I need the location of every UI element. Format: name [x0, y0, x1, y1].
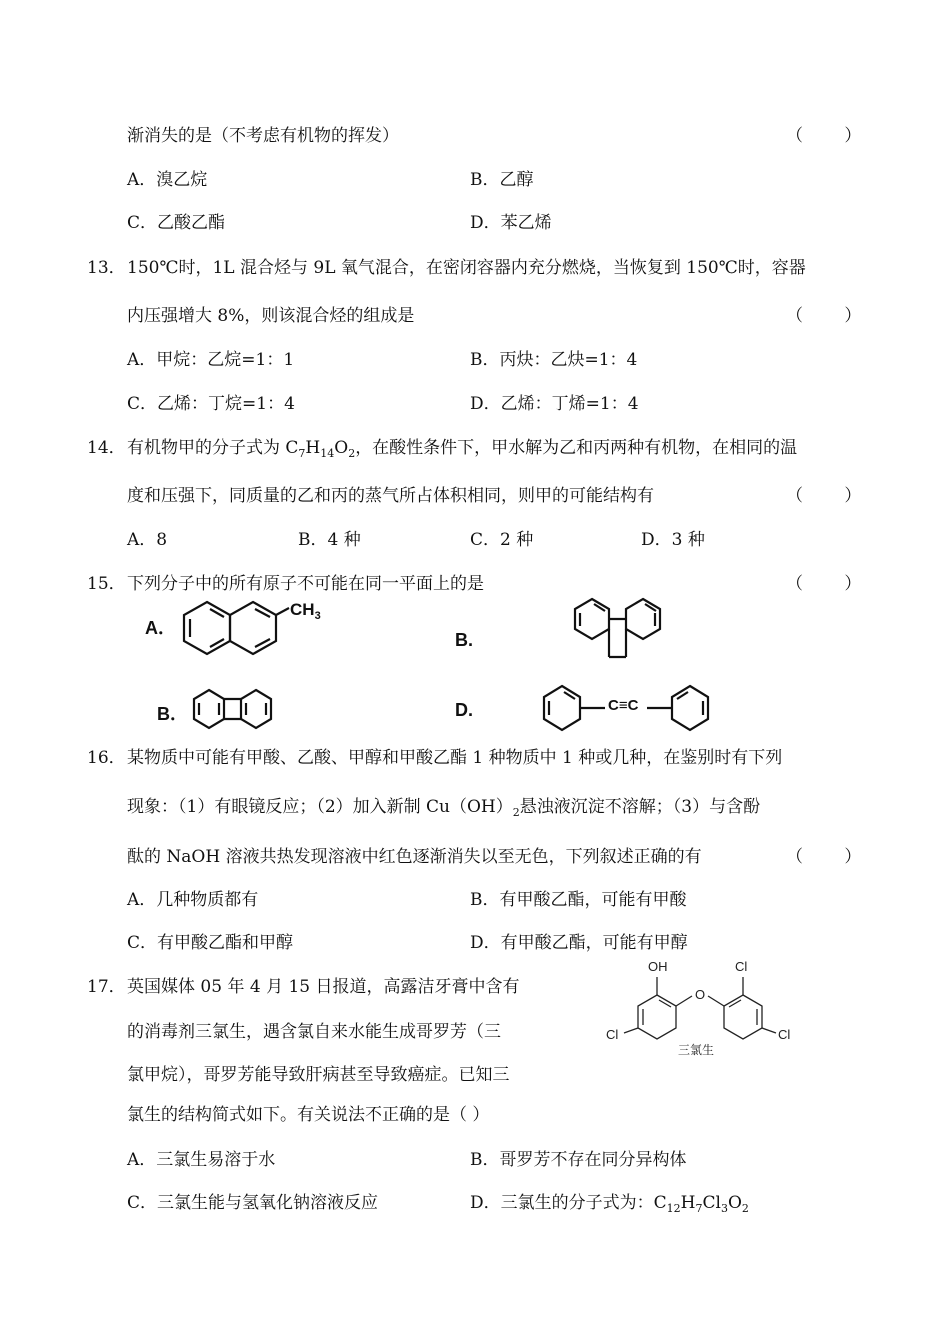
q16-option-b: B．有甲酸乙酯，可能有甲酸: [470, 890, 687, 910]
q14-stem-line2: 度和压强下，同质量的乙和丙的蒸气所占体积相同，则甲的可能结构有: [127, 486, 654, 506]
ether-oxygen-label: O: [695, 987, 706, 1002]
q16-option-d: D．有甲酸乙酯，可能有甲醇: [470, 933, 688, 953]
chlorine-label-left: Cl: [606, 1027, 619, 1042]
q12-option-d: D．苯乙烯: [470, 213, 552, 233]
q15-answer-blank: （ ）: [786, 574, 880, 594]
q16-stem-line1: 某物质中可能有甲酸、乙酸、甲醇和甲酸乙酯 1 种物质中 1 种或几种，在鉴别时有下列: [127, 748, 783, 768]
q13-stem-line2: 内压强增大 8%，则该混合烃的组成是: [127, 306, 415, 326]
chlorine-label-right: Cl: [778, 1027, 791, 1042]
q17-stem-line1: 英国媒体 05 年 4 月 15 日报道，高露洁牙膏中含有: [127, 977, 520, 997]
q17-option-b: B．哥罗芳不存在同分异构体: [470, 1150, 687, 1170]
q13-option-c: C．乙烯：丁烷=1：4: [127, 394, 295, 414]
q13-option-d: D．乙烯：丁烯=1：4: [470, 394, 639, 414]
q16-option-a: A．几种物质都有: [127, 890, 259, 910]
q16-option-c: C．有甲酸乙酯和甲醇: [127, 933, 294, 953]
q16-stem-line2: 现象：（1）有眼镜反应；（2）加入新制 $Cu(OH)_2$悬浊液沉淀不溶解；（3）与含酚: [127, 797, 761, 819]
q12-answer-blank: （ ）: [786, 126, 880, 146]
triple-bond-label: C≡C: [608, 697, 639, 714]
q15-label-d: D.: [455, 700, 473, 720]
q15-number: 15．: [87, 574, 126, 594]
q12-option-c: C．乙酸乙酯: [127, 213, 226, 233]
q17-stem-line3: 氯甲烷），哥罗芳能导致肝病甚至导致癌症。已知三: [127, 1065, 510, 1085]
q14-option-a: A．8: [127, 530, 168, 550]
q14-option-c: C．2 种: [470, 530, 534, 550]
q15-label-b: B.: [455, 630, 473, 650]
q13-option-b: B．丙炔：乙炔=1：4: [470, 350, 638, 370]
q17-option-a: A．三氯生易溶于水: [127, 1150, 276, 1170]
q16-stem-line3: 酞的 NaOH 溶液共热发现溶液中红色逐渐消失以至无色，下列叙述正确的有: [127, 847, 702, 867]
q12-option-a: A．溴乙烷: [127, 170, 208, 190]
q13-answer-blank: （ ）: [786, 306, 880, 326]
q15-label-c: B．: [157, 704, 188, 724]
q16-answer-blank: （ ）: [786, 847, 880, 867]
q16-number: 16．: [87, 748, 126, 768]
q17-stem-line4: 氯生的结构简式如下。有关说法不正确的是（ ）: [127, 1105, 490, 1125]
q12-stem-continuation: 渐消失的是（不考虑有机物的挥发）: [127, 126, 399, 146]
q14-option-d: D．3 种: [641, 530, 705, 550]
q13-number: 13．: [87, 258, 126, 278]
chlorine-label-top: Cl: [735, 959, 748, 974]
q14-option-b: B．4 种: [298, 530, 361, 550]
hydroxyl-label: OH: [648, 959, 668, 974]
q13-option-a: A．甲烷：乙烷=1：1: [127, 350, 295, 370]
q12-option-b: B．乙醇: [470, 170, 534, 190]
dihydrophenanthrene-structure: [565, 595, 685, 675]
q14-number: 14．: [87, 438, 126, 458]
q14-answer-blank: （ ）: [786, 486, 880, 506]
q13-stem-line1: 150℃时，1L 混合烃与 9L 氧气混合，在密闭容器内充分燃烧，当恢复到 150℃时，容器: [127, 258, 806, 278]
molecular-formula: $C_{12}H_7Cl_3O_2$: [653, 1193, 749, 1215]
q15-label-a: A．: [145, 618, 176, 638]
figure-caption: 三氯生: [678, 1043, 715, 1057]
q17-stem-line2: 的消毒剂三氯生，遇含氯自来水能生成哥罗芳（三: [127, 1022, 501, 1042]
triclosan-structure: [600, 955, 800, 1060]
q15-stem: 下列分子中的所有原子不可能在同一平面上的是: [127, 574, 484, 594]
q17-option-c: C．三氯生能与氢氧化钠溶液反应: [127, 1193, 379, 1213]
methyl-group-label: $CH_3$: [290, 600, 321, 622]
q14-stem-line1: 有机物甲的分子式为 $C_7H_{14}O_2$，在酸性条件下，甲水解为乙和丙两种有机物，在相同的温: [127, 438, 798, 460]
biphenylene-structure: [185, 685, 295, 735]
q17-option-d: D．三氯生的分子式为：$C_{12}H_7Cl_3O_2$: [470, 1193, 749, 1215]
q17-number: 17．: [87, 977, 126, 997]
